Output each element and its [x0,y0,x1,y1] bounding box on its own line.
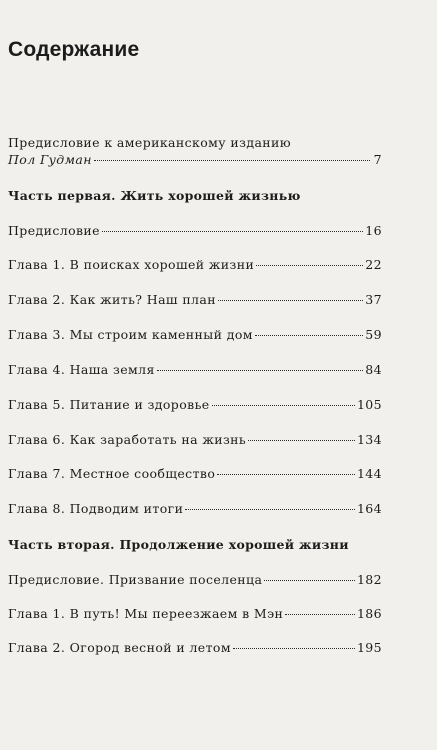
page-number: 134 [356,432,382,447]
toc-entry [8,257,382,272]
entry-label: Глава 6. Как заработать на жизнь [8,432,247,447]
page-title: Содержание [8,38,140,61]
toc-entry [8,640,382,655]
dot-leader [285,614,355,615]
toc-entry [8,223,382,238]
dot-leader [233,648,355,649]
toc-entry-foreword [8,152,382,167]
page-number: 84 [365,362,382,377]
dot-leader [264,580,355,581]
entry-label: Глава 2. Как жить? Наш план [8,292,216,307]
page-number: 22 [365,257,382,272]
page-number: 59 [365,327,382,342]
page-number: 37 [365,292,382,307]
toc-entry [8,327,382,342]
page-number: 164 [356,501,382,516]
toc-entry [8,362,382,377]
entry-label: Глава 2. Огород весной и летом [8,640,231,655]
page-number: 16 [365,223,382,238]
toc-entry [8,572,382,587]
toc-entry [8,432,382,447]
dot-leader [217,474,355,475]
entry-label: Глава 1. В поисках хорошей жизни [8,257,255,272]
dot-leader [248,440,355,441]
entry-label: Глава 5. Питание и здоровье [8,397,210,412]
dot-leader [256,265,363,266]
part-two-heading: Часть вторая. Продолжение хорошей жизни [8,537,349,552]
toc-entry [8,292,382,307]
entry-label: Глава 8. Подводим итоги [8,501,184,516]
dot-leader [255,335,363,336]
entry-label: Предисловие. Призвание поселенца [8,572,263,587]
entry-label: Глава 7. Местное сообщество [8,466,216,481]
page-number: 182 [356,572,382,587]
page-number: 144 [356,466,382,481]
dot-leader [218,300,363,301]
dot-leader [94,160,370,161]
dot-leader [157,370,363,371]
entry-label: Глава 3. Мы строим каменный дом [8,327,253,342]
entry-label: Предисловие [8,223,100,238]
foreword-heading: Предисловие к американскому изданию [8,135,292,150]
dot-leader [102,231,363,232]
page-number: 195 [356,640,382,655]
page-number: 186 [356,606,382,621]
toc-entry [8,606,382,621]
dot-leader [212,405,355,406]
page-number: 7 [373,152,382,167]
dot-leader [185,509,355,510]
toc-entry [8,466,382,481]
toc-entry [8,397,382,412]
entry-label: Глава 1. В путь! Мы переезжаем в Мэн [8,606,284,621]
toc-entry [8,501,382,516]
part-one-heading: Часть первая. Жить хорошей жизнью [8,188,301,203]
entry-label: Глава 4. Наша земля [8,362,155,377]
foreword-author: Пол Гудман [8,152,92,167]
page-number: 105 [356,397,382,412]
